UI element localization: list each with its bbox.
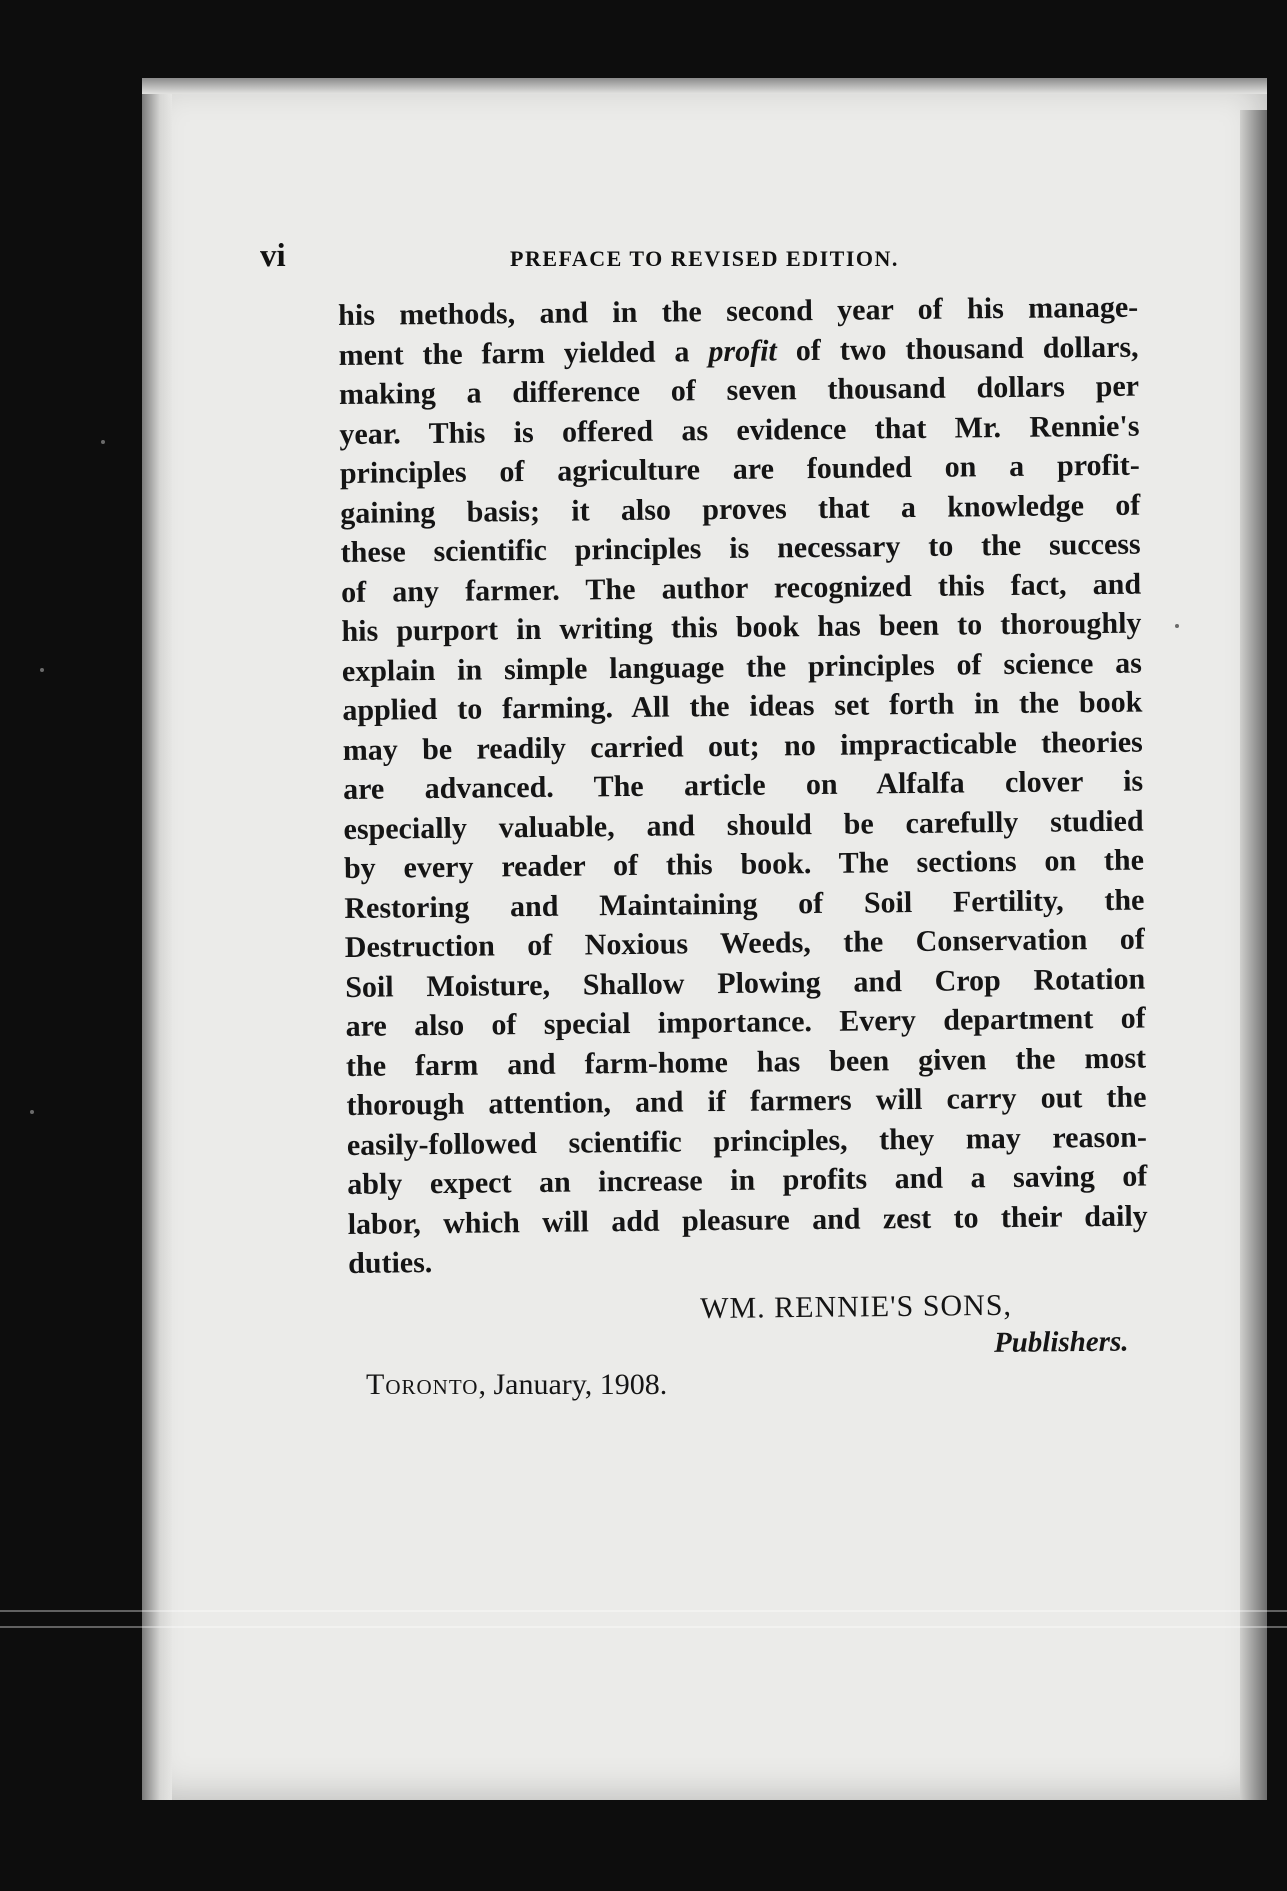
text-line: Restoring and Maintaining of Soil Fertility, the: [344, 883, 1145, 925]
running-head: [260, 238, 990, 278]
text-line: of any farmer. The author recognized this fact, and: [340, 567, 1142, 609]
publisher-name: WM. RENNIE'S SONS,: [700, 1288, 1013, 1325]
scan-artifact-line: [0, 1610, 1287, 1612]
text-line: duties.: [347, 1246, 433, 1280]
text-line: gaining basis; it also proves that a knowledge of: [340, 488, 1141, 530]
text-line: easily-followed scientific principles, they may reason-: [346, 1120, 1148, 1162]
scan-speck: [40, 668, 44, 672]
text-line: especially valuable, and should be carefully studied: [343, 804, 1144, 846]
text-line: his purport in writing this book has been to thoroughly: [341, 606, 1142, 648]
text-line: are also of special importance. Every department of: [345, 1001, 1146, 1043]
text-line: principles of agriculture are founded on a profit-: [339, 448, 1140, 490]
text-line: year. This is offered as evidence that Mr. Rennie's: [339, 409, 1140, 451]
dateline: [366, 1368, 667, 1402]
preface-body: [338, 288, 1148, 1284]
emphasized-word: profit: [708, 333, 777, 368]
signature-block: [700, 1287, 1141, 1363]
text-line: Destruction of Noxious Weeds, the Conservation of: [344, 922, 1145, 964]
text-line: these scientific principles is necessary to the success: [340, 527, 1141, 569]
page-edge-left: [142, 78, 172, 1800]
text-line: ment the farm yielded a profit of two thousand dollars,: [338, 330, 1139, 372]
text-line: making a difference of seven thousand dollars per: [338, 369, 1140, 411]
text-line: explain in simple language the principles of science as: [341, 646, 1143, 688]
scan-speck: [1175, 624, 1179, 628]
publisher-role: Publishers.: [993, 1325, 1129, 1359]
text-line: ably expect an increase in profits and a saving of: [347, 1159, 1148, 1201]
text-line: are advanced. The article on Alfalfa clover is: [342, 764, 1144, 806]
text-line: may be readily carried out; no impracticable theories: [342, 725, 1143, 767]
scan-speck: [101, 440, 105, 444]
text-line: by every reader of this book. The sections on the: [343, 843, 1145, 885]
text-line: Soil Moisture, Shallow Plowing and Crop Rotation: [345, 962, 1146, 1004]
page-edge-right: [1240, 110, 1267, 1800]
text-line: the farm and farm-home has been given the most: [345, 1041, 1147, 1083]
text-line: thorough attention, and if farmers will carry out the: [346, 1080, 1147, 1122]
text-line: his methods, and in the second year of his manage-: [338, 290, 1139, 332]
dateline-date: , January, 1908.: [478, 1368, 668, 1401]
scan-artifact-line: [0, 1626, 1287, 1628]
page-edge-top: [142, 78, 1267, 94]
text-line: labor, which will add pleasure and zest to their daily: [347, 1199, 1148, 1241]
scan-speck: [30, 1110, 34, 1114]
page-number: vi: [260, 238, 286, 274]
running-head-title: PREFACE TO REVISED EDITION.: [510, 246, 899, 271]
text-line: applied to farming. All the ideas set forth in the book: [342, 685, 1143, 727]
dateline-place: Toronto: [366, 1368, 479, 1401]
